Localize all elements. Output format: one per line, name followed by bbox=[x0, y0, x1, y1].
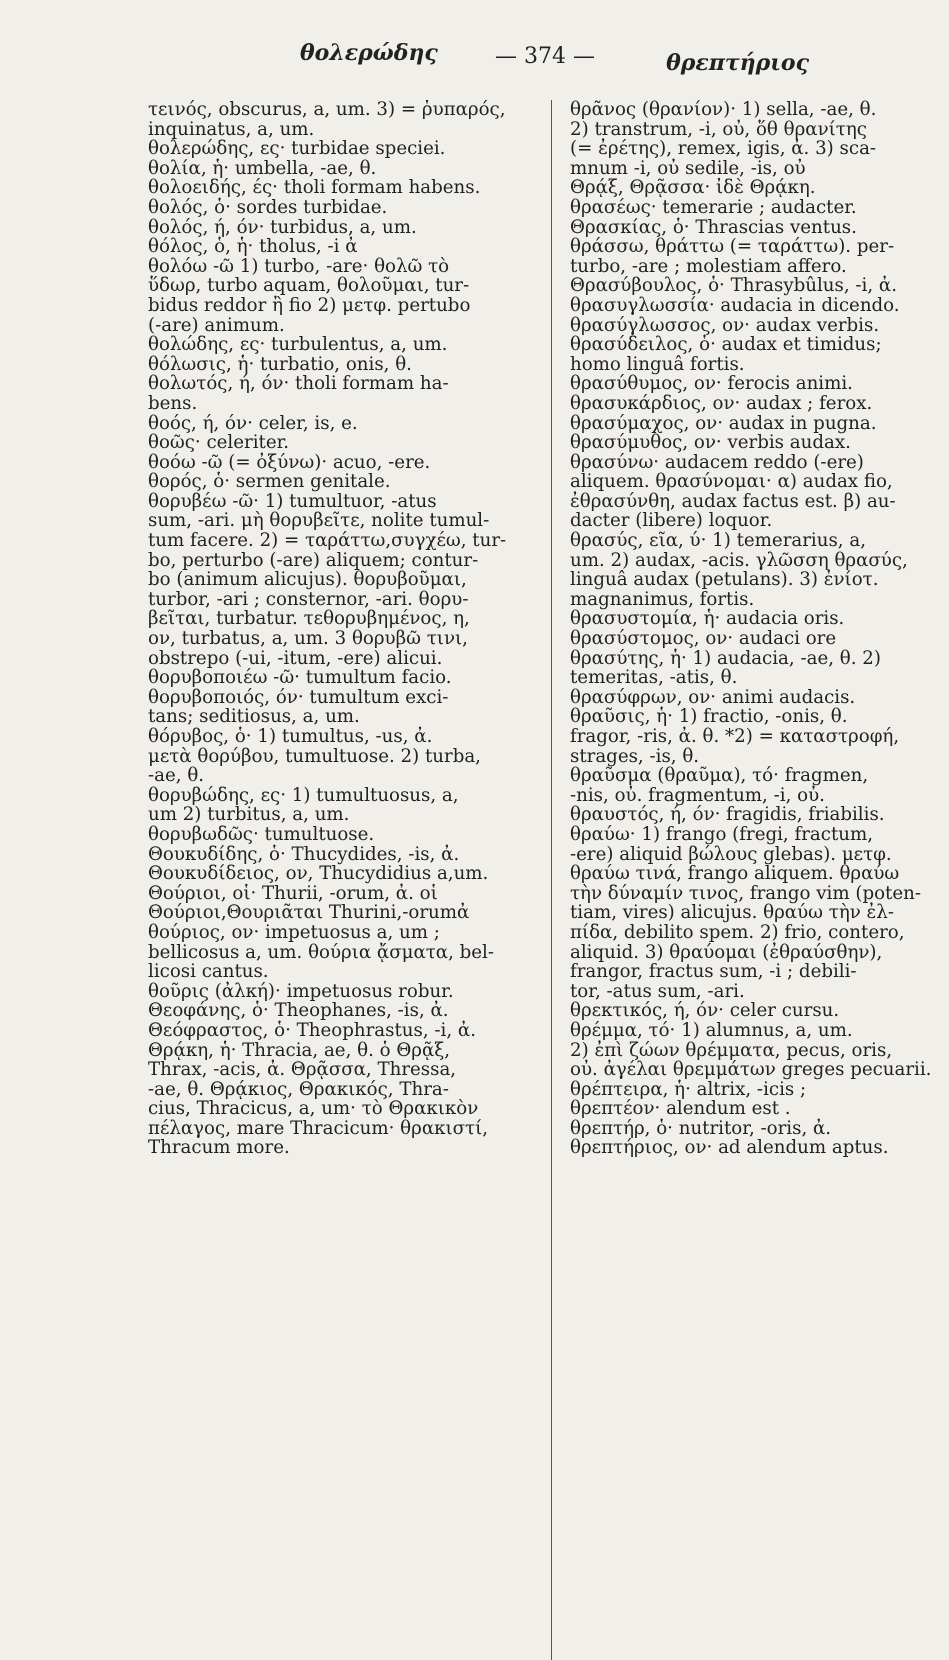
dictionary-line: θολερώδης, ες· turbidae speciei. bbox=[148, 138, 446, 160]
dictionary-line: um 2) turbitus, a, um. bbox=[148, 804, 350, 826]
dictionary-line: turbor, -ari ; consternor, -ari. θορυ- bbox=[148, 588, 469, 610]
dictionary-line: οὐ. ἀγέλαι θρεμμάτων greges pecuarii. bbox=[570, 1059, 932, 1081]
dictionary-line: θρέμμα, τό· 1) alumnus, a, um. bbox=[570, 1019, 853, 1041]
dictionary-line: θρασύτης, ἡ· 1) audacia, -ae, θ. 2) bbox=[570, 647, 881, 669]
dictionary-line: θορυβωδῶς· tumultuose. bbox=[148, 823, 375, 845]
dictionary-line: θολός, ὁ· sordes turbidae. bbox=[148, 196, 388, 218]
dictionary-line: Θρασκίας, ὁ· Thrascias ventus. bbox=[570, 216, 857, 238]
dictionary-line: θοῦρις (ἀλκή)· impetuosus robur. bbox=[148, 980, 454, 1002]
dictionary-line: θραυστός, ή, όν· fragidis, friabilis. bbox=[570, 804, 885, 826]
dictionary-line: (-are) animum. bbox=[148, 314, 285, 336]
dictionary-line: θόλος, ὁ, ἡ· tholus, -i ἀ bbox=[148, 236, 358, 258]
page-number: — 374 — bbox=[495, 44, 595, 69]
dictionary-line: frangor, fractus sum, -i ; debili- bbox=[570, 961, 857, 983]
left-column bbox=[148, 100, 533, 1158]
dictionary-line: linguâ audax (petulans). 3) ἐνίοτ. bbox=[570, 569, 879, 591]
dictionary-line: Θρασύβουλος, ὁ· Thrasybûlus, -i, ἀ. bbox=[570, 275, 897, 297]
dictionary-line: temeritas, -atis, θ. bbox=[570, 667, 738, 689]
dictionary-line: θρασύγλωσσος, ον· audax verbis. bbox=[570, 314, 880, 336]
dictionary-line: θρασύφρων, ον· animi audacis. bbox=[570, 686, 856, 708]
dictionary-line: 2) ἐπὶ ζώων θρέμματα, pecus, oris, bbox=[570, 1039, 893, 1061]
dictionary-line: -ere) aliquid βώλους glebas). μετφ. bbox=[570, 843, 892, 865]
dictionary-line: θραῦσις, ἡ· 1) fractio, -onis, θ. bbox=[570, 706, 848, 728]
dictionary-line: θολόω -ῶ 1) turbo, -are· θολῶ τὸ bbox=[148, 255, 450, 277]
dictionary-line: ὕδωρ, turbo aquam, θολοῦμαι, tur- bbox=[148, 275, 470, 297]
dictionary-line: θρᾶνος (θρανίον)· 1) sella, -ae, θ. bbox=[570, 100, 877, 120]
dictionary-line: θούριος, ον· impetuosus a, um ; bbox=[148, 921, 440, 943]
dictionary-line: θολία, ἡ· umbella, -ae, θ. bbox=[148, 157, 377, 179]
dictionary-line: Θούριοι,Θουριᾶται Thurini,-orumἀ bbox=[148, 902, 470, 924]
header-right-word: θρεπτήριος bbox=[666, 50, 809, 76]
dictionary-line: licosi cantus. bbox=[148, 961, 269, 983]
dictionary-line: Θεόφραστος, ὁ· Theophrastus, -i, ἀ. bbox=[148, 1019, 476, 1041]
dictionary-line: θρασύνω· audacem reddo (-ere) bbox=[570, 451, 864, 473]
dictionary-line: θόλωσις, ἡ· turbatio, onis, θ. bbox=[148, 353, 412, 375]
dictionary-line: -ae, θ. Θρᾴκιος, Θρακικός, Thra- bbox=[148, 1078, 449, 1100]
dictionary-line: πέλαγος, mare Thracicum· θρακιστί, bbox=[148, 1117, 488, 1139]
dictionary-line: obstrepo (-ui, -itum, -ere) alicui. bbox=[148, 647, 443, 669]
dictionary-line: bo (animum alicujus). θορυβοῦμαι, bbox=[148, 569, 467, 591]
dictionary-line: θόρυβος, ὁ· 1) tumultus, -us, ἀ. bbox=[148, 726, 433, 747]
right-column bbox=[570, 100, 949, 1158]
dictionary-line: bens. bbox=[148, 392, 198, 414]
dictionary-line: θρασύμαχος, ον· audax in pugna. bbox=[570, 412, 877, 434]
dictionary-line: ἐθρασύνθη, audax factus est. β) au- bbox=[570, 490, 896, 512]
dictionary-line: θρασύστομος, ον· audaci ore bbox=[570, 628, 837, 650]
dictionary-line: θρασύδειλος, ὁ· audax et timidus; bbox=[570, 334, 882, 356]
dictionary-line: τὴν δύναμίν τινος, frango vim (poten- bbox=[570, 882, 921, 904]
dictionary-line: βεῖται, turbatur. τεθορυβημένος, η, bbox=[148, 608, 470, 630]
page-header bbox=[150, 40, 869, 90]
dictionary-line: homo linguâ fortis. bbox=[570, 353, 745, 375]
dictionary-line: θοόω -ῶ (= ὀξύνω)· acuo, -ere. bbox=[148, 451, 431, 473]
dictionary-line: tum facere. 2) = ταράττω,συγχέω, tur- bbox=[148, 530, 507, 552]
dictionary-line: 2) transtrum, -i, οὐ, ὅθ θρανίτης bbox=[570, 118, 867, 140]
dictionary-line: θρασύς, εῖα, ύ· 1) temerarius, a, bbox=[570, 530, 866, 552]
dictionary-line: Θρᾴκη, ἡ· Thracia, ae, θ. ὁ Θρᾷξ, bbox=[148, 1039, 451, 1061]
dictionary-line: aliquem. θρασύνομαι· α) audax fio, bbox=[570, 471, 893, 493]
dictionary-line: θρέπτειρα, ἡ· altrix, -icis ; bbox=[570, 1078, 807, 1100]
dictionary-line: πίδα, debilito spem. 2) frio, contero, bbox=[570, 921, 905, 943]
dictionary-line: fragor, -ris, ἀ. θ. *2) = καταστροφή, bbox=[570, 726, 900, 747]
dictionary-line: bo, perturbo (-are) aliquem; contur- bbox=[148, 549, 479, 571]
dictionary-line: θολωτός, ή, όν· tholi formam ha- bbox=[148, 373, 449, 395]
dictionary-line: bellicosus a, um. θούρια ᾄσματα, bel- bbox=[148, 941, 494, 963]
dictionary-line: Θούριοι, οἱ· Thurii, -orum, ἀ. οἱ bbox=[148, 882, 438, 904]
dictionary-line: θραύω τινά, frango aliquem. θραύω bbox=[570, 863, 900, 885]
dictionary-line: θρασυγλωσσία· audacia in dicendo. bbox=[570, 294, 900, 316]
dictionary-line: bidus reddor ἢ fio 2) μετφ. pertubo bbox=[148, 294, 471, 316]
dictionary-line: turbo, -are ; molestiam affero. bbox=[570, 255, 847, 277]
dictionary-line: θοῶς· celeriter. bbox=[148, 432, 290, 454]
dictionary-line: Thracum more. bbox=[148, 1137, 290, 1159]
dictionary-line: cius, Thracicus, a, um· τὸ Θρακικὸν bbox=[148, 1098, 479, 1120]
dictionary-line: μετὰ θορύβου, tumultuose. 2) turba, bbox=[148, 745, 481, 767]
dictionary-line: ον, turbatus, a, um. 3 θορυβῶ τινι, bbox=[148, 628, 468, 650]
dictionary-line: θρεκτικός, ή, όν· celer cursu. bbox=[570, 1000, 840, 1022]
dictionary-line: inquinatus, a, um. bbox=[148, 118, 315, 140]
dictionary-line: aliquid. 3) θραύομαι (ἐθραύσθην), bbox=[570, 941, 883, 963]
header-left-word: θολερώδης bbox=[300, 40, 438, 66]
dictionary-line: θραῦσμα (θραῦμα), τό· fragmen, bbox=[570, 765, 869, 787]
dictionary-line: θραύω· 1) frango (fregi, fractum, bbox=[570, 823, 873, 845]
dictionary-line: Θεοφάνης, ὁ· Theophanes, -is, ἀ. bbox=[148, 1000, 449, 1022]
dictionary-line: θορυβέω -ῶ· 1) tumultuor, -atus bbox=[148, 490, 437, 512]
dictionary-line: τεινός, obscurus, a, um. 3) = ῥυπαρός, bbox=[148, 100, 506, 120]
dictionary-line: θρασέως· temerarie ; audacter. bbox=[570, 196, 857, 218]
dictionary-line: θολώδης, ες· turbulentus, a, um. bbox=[148, 334, 448, 356]
dictionary-line: θορυβοποιός, όν· tumultum exci- bbox=[148, 686, 449, 708]
dictionary-line: mnum -i, οὐ sedile, -is, οὐ bbox=[570, 157, 806, 179]
dictionary-line: -nis, οὐ. fragmentum, -i, οὐ. bbox=[570, 784, 825, 806]
dictionary-line: θορυβοποιέω -ῶ· tumultum facio. bbox=[148, 667, 452, 689]
dictionary-line: θράσσω, θράττω (= ταράττω). per- bbox=[570, 236, 895, 258]
dictionary-line: θρασύμυθος, ον· verbis audax. bbox=[570, 432, 851, 454]
dictionary-line: θρεπτέον· alendum est . bbox=[570, 1098, 791, 1120]
dictionary-line: θρεπτήρ, ὁ· nutritor, -oris, ἀ. bbox=[570, 1117, 832, 1139]
dictionary-line: Θουκυδίδης, ὁ· Thucydides, -is, ἀ. bbox=[148, 843, 460, 865]
dictionary-line: Thrax, -acis, ἀ. Θρᾷσσα, Thressa, bbox=[148, 1059, 457, 1081]
dictionary-line: θοός, ή, όν· celer, is, e. bbox=[148, 412, 358, 434]
dictionary-line: Θρᾴξ, Θρᾷσσα· ἰδὲ Θρᾴκη. bbox=[570, 177, 816, 199]
dictionary-line: θορός, ὁ· sermen genitale. bbox=[148, 471, 391, 493]
dictionary-line: tor, -atus sum, -ari. bbox=[570, 980, 745, 1002]
dictionary-line: θολοειδής, ές· tholi formam habens. bbox=[148, 177, 481, 199]
dictionary-line: tans; seditiosus, a, um. bbox=[148, 706, 360, 728]
dictionary-line: -ae, θ. bbox=[148, 765, 205, 787]
dictionary-line: θολός, ή, όν· turbidus, a, um. bbox=[148, 216, 417, 238]
column-divider bbox=[551, 100, 552, 1660]
dictionary-line: sum, -ari. μὴ θορυβεῖτε, nolite tumul- bbox=[148, 510, 490, 532]
dictionary-line: dacter (libere) loquor. bbox=[570, 510, 773, 532]
dictionary-line: θορυβώδης, ες· 1) tumultuosus, a, bbox=[148, 784, 459, 806]
dictionary-line: θρεπτήριος, ον· ad alendum aptus. bbox=[570, 1137, 889, 1159]
dictionary-line: θρασυκάρδιος, ον· audax ; ferox. bbox=[570, 392, 873, 414]
dictionary-line: θρασυστομία, ἡ· audacia oris. bbox=[570, 608, 845, 630]
dictionary-line: θρασύθυμος, ον· ferocis animi. bbox=[570, 373, 853, 395]
dictionary-line: strages, -is, θ. bbox=[570, 745, 700, 767]
dictionary-line: (= ἐρέτης), remex, igis, ἀ. 3) sca- bbox=[570, 138, 877, 160]
dictionary-line: tiam, vires) alicujus. θραύω τὴν ἐλ- bbox=[570, 902, 894, 924]
dictionary-line: magnanimus, fortis. bbox=[570, 588, 755, 610]
dictionary-line: Θουκυδίδειος, ον, Thucydidius a,um. bbox=[148, 863, 489, 885]
dictionary-line: um. 2) audax, -acis. γλῶσση θρασύς, bbox=[570, 549, 908, 571]
